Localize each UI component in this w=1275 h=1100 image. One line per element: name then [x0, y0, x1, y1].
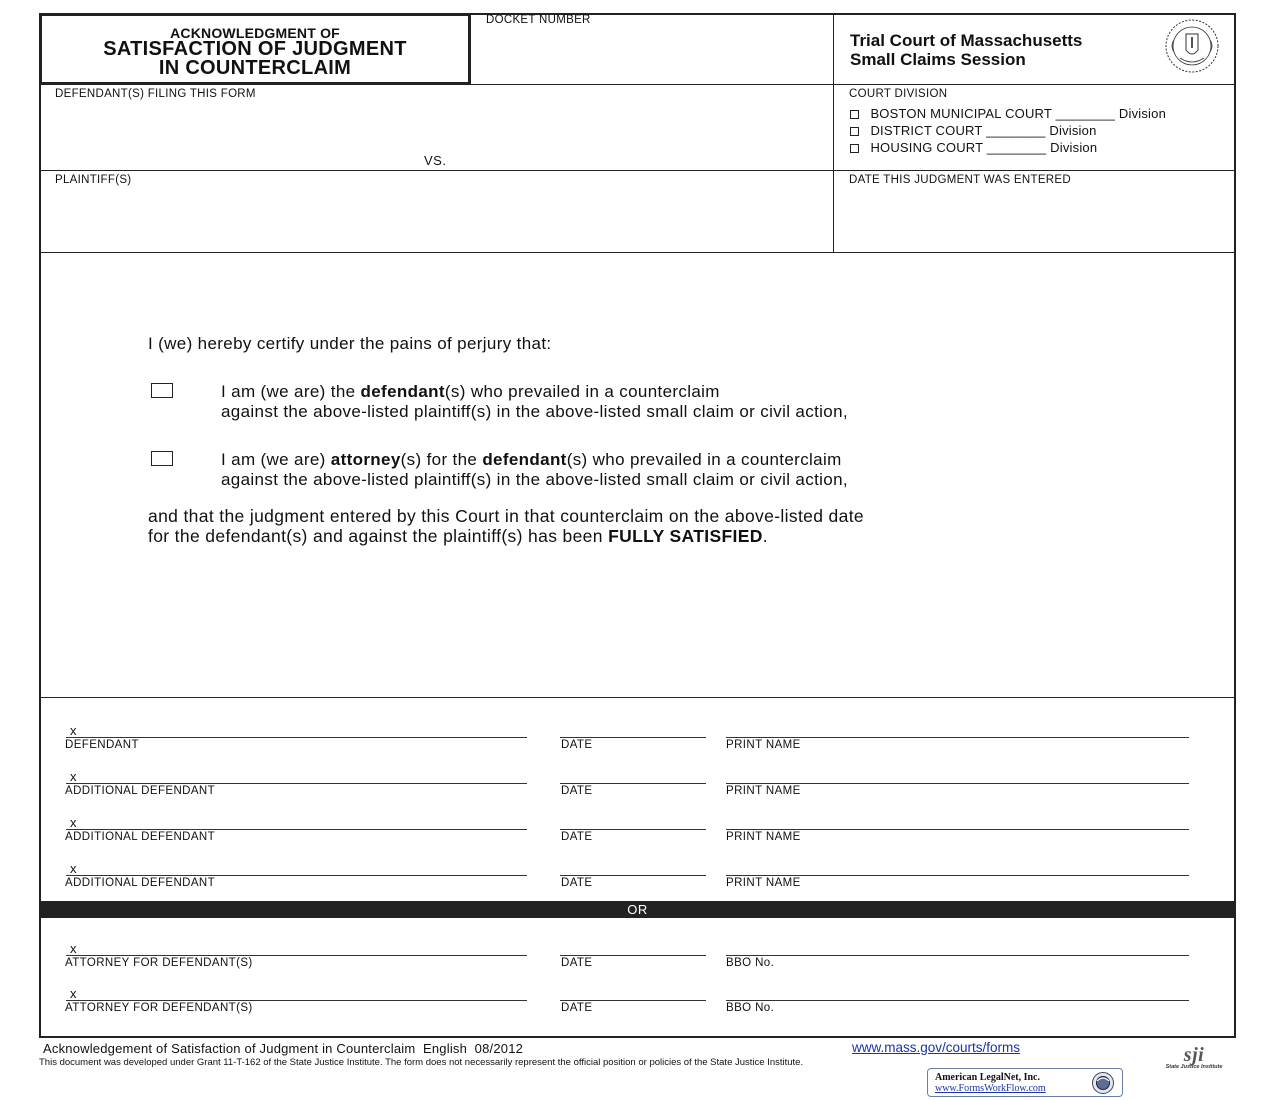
form-title-line2: SATISFACTION OF JUDGMENT	[103, 38, 407, 60]
print-name-line[interactable]	[726, 737, 1189, 738]
print-name-label: PRINT NAME	[726, 877, 801, 889]
defendant-label: DEFENDANT(S) FILING THIS FORM	[55, 88, 256, 100]
print-name-line[interactable]	[726, 783, 1189, 784]
attorney-signature-line[interactable]	[66, 955, 527, 956]
divider	[833, 13, 834, 85]
court-division-options	[850, 105, 1166, 156]
date-label: DATE	[561, 877, 593, 889]
signer-label: ADDITIONAL DEFENDANT	[65, 785, 216, 797]
bbo-line[interactable]	[726, 1000, 1189, 1001]
signer-label: ATTORNEY FOR DEFENDANT(S)	[65, 1002, 253, 1014]
form-name-footer: Acknowledgement of Satisfaction of Judgment in Counterclaim English 08/2012	[43, 1041, 524, 1056]
grant-note: This document was developed under Grant 11-T-162 of the State Justice Institute. The form does not necessarily represent the official position or policies of the State Justice Institute.	[39, 1057, 804, 1068]
print-name-label: PRINT NAME	[726, 831, 801, 843]
defendant-signature-line[interactable]	[66, 829, 527, 830]
date-label: DATE	[561, 1002, 593, 1014]
signer-label: ADDITIONAL DEFENDANT	[65, 831, 216, 843]
date-entered-label: DATE THIS JUDGMENT WAS ENTERED	[849, 174, 1071, 186]
x-mark: x	[70, 861, 77, 876]
division-option-district[interactable]: DISTRICT COURT ________ Division	[850, 122, 1166, 139]
sji-logo-mark: sji	[1183, 1044, 1205, 1066]
form-title-line3: IN COUNTERCLAIM	[158, 57, 352, 79]
print-name-line[interactable]	[726, 875, 1189, 876]
date-line[interactable]	[560, 875, 706, 876]
defendant-signature-line[interactable]	[66, 875, 527, 876]
sji-caption: State Justice Institute	[1165, 1064, 1223, 1070]
court-division-label: COURT DIVISION	[849, 88, 948, 100]
x-mark: x	[70, 941, 77, 956]
checkbox[interactable]	[850, 110, 859, 119]
date-entered-field[interactable]	[845, 190, 1225, 246]
divider	[39, 697, 1236, 698]
court-name: Trial Court of Massachusetts	[850, 31, 1083, 50]
date-label: DATE	[561, 785, 593, 797]
form-title-line1: ACKNOWLEDGMENT OF	[170, 25, 340, 41]
defendant-checkbox[interactable]	[151, 383, 173, 398]
docket-number-field[interactable]	[480, 30, 826, 80]
plaintiff-label: PLAINTIFF(S)	[55, 174, 132, 186]
divider	[833, 85, 834, 252]
bbo-label: BBO No.	[726, 1002, 775, 1014]
sji-logo	[1148, 1046, 1240, 1074]
defendant-signature-line[interactable]	[66, 783, 527, 784]
defendant-signature-line[interactable]	[66, 737, 527, 738]
american-legalnet-badge[interactable]	[927, 1068, 1123, 1097]
court-session: Small Claims Session	[850, 50, 1026, 69]
form-title-box	[39, 13, 471, 85]
date-label: DATE	[561, 957, 593, 969]
date-line[interactable]	[560, 783, 706, 784]
division-option-boston[interactable]: BOSTON MUNICIPAL COURT ________ Division	[850, 105, 1166, 122]
x-mark: x	[70, 815, 77, 830]
forms-url-link[interactable]: www.mass.gov/courts/forms	[852, 1040, 1021, 1055]
certification-option-defendant: I am (we are) the defendant(s) who prevailed in a counterclaim against the above-listed plaintiff(s) in the above-listed small claim or civil action,	[221, 382, 848, 421]
certification-option-attorney: I am (we are) attorney(s) for the defendant(s) who prevailed in a counterclaim against the above-listed plaintiff(s) in the above-listed small claim or civil action,	[221, 450, 848, 489]
print-name-line[interactable]	[726, 829, 1189, 830]
division-option-housing[interactable]: HOUSING COURT ________ Division	[850, 139, 1166, 156]
date-line[interactable]	[560, 829, 706, 830]
signer-label: ATTORNEY FOR DEFENDANT(S)	[65, 957, 253, 969]
print-name-label: PRINT NAME	[726, 785, 801, 797]
bbo-line[interactable]	[726, 955, 1189, 956]
checkbox[interactable]	[850, 144, 859, 153]
alnet-globe-icon	[1086, 1071, 1120, 1095]
x-mark: x	[70, 769, 77, 784]
certification-intro: I (we) hereby certify under the pains of perjury that:	[148, 334, 552, 353]
date-label: DATE	[561, 831, 593, 843]
date-label: DATE	[561, 739, 593, 751]
vs-label: VS.	[424, 153, 447, 168]
bbo-label: BBO No.	[726, 957, 775, 969]
attorney-signature-line[interactable]	[66, 1000, 527, 1001]
massachusetts-seal-icon	[1160, 18, 1224, 74]
certification-closing: and that the judgment entered by this Court in that counterclaim on the above-listed date for the defendant(s) and against the plaintiff(s) has been FULLY SATISFIED.	[148, 506, 865, 546]
or-separator: OR	[39, 901, 1236, 918]
x-mark: x	[70, 986, 77, 1001]
date-line[interactable]	[560, 737, 706, 738]
x-mark: x	[70, 723, 77, 738]
signer-label: ADDITIONAL DEFENDANT	[65, 877, 216, 889]
print-name-label: PRINT NAME	[726, 739, 801, 751]
checkbox[interactable]	[850, 127, 859, 136]
plaintiff-field[interactable]	[50, 188, 820, 246]
date-line[interactable]	[560, 955, 706, 956]
date-line[interactable]	[560, 1000, 706, 1001]
divider	[39, 170, 1236, 171]
attorney-checkbox[interactable]	[151, 451, 173, 466]
signer-label: DEFENDANT	[65, 739, 139, 751]
docket-number-label: DOCKET NUMBER	[486, 14, 591, 26]
defendant-field[interactable]	[50, 102, 820, 154]
alnet-url[interactable]: www.FormsWorkFlow.com	[935, 1083, 1046, 1094]
divider	[39, 84, 1236, 85]
alnet-name: American LegalNet, Inc.	[935, 1072, 1040, 1083]
divider	[39, 252, 1236, 253]
